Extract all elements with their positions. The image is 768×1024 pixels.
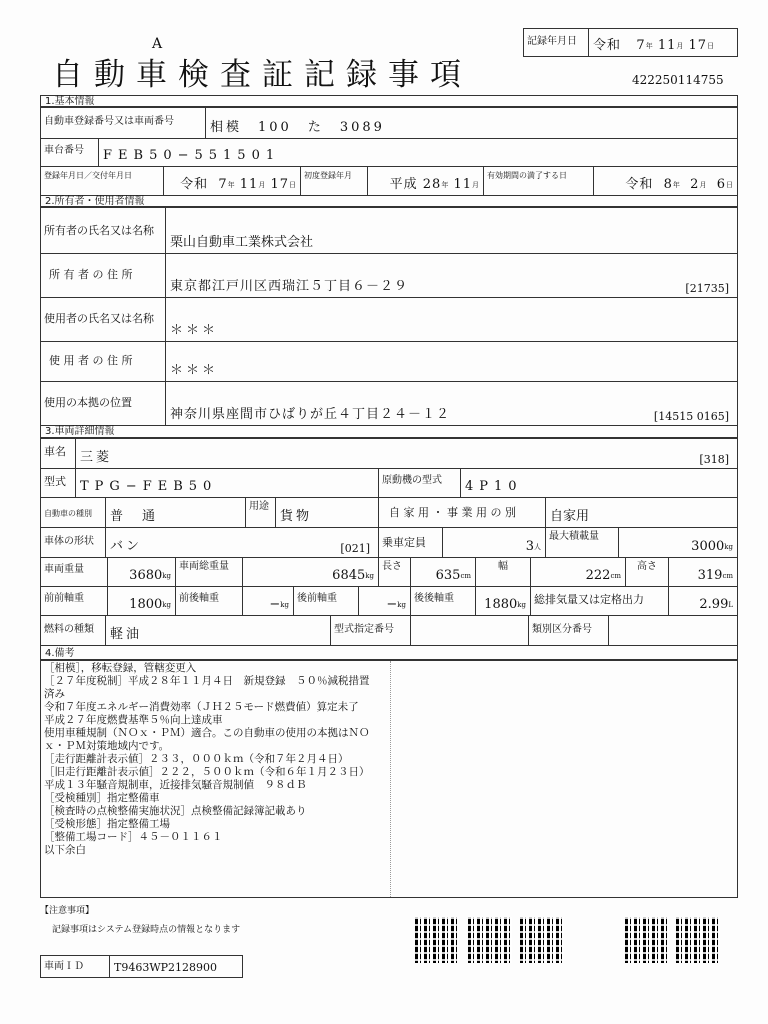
first-reg-date: 平成 28 年 11 月	[367, 166, 484, 196]
qr-code-5	[676, 917, 720, 963]
user-address: ＊＊＊	[165, 341, 738, 382]
max-load: 3000 kg	[618, 527, 738, 558]
fr-axle: − kg	[242, 586, 294, 616]
type-number-label: 型式指定番号	[330, 615, 411, 646]
car-name: 三菱 [318]	[75, 438, 738, 469]
doc-number: 422250114755	[632, 73, 724, 87]
owner-address: 東京都江戸川区西瑞江５丁目６－２９ [21735]	[165, 253, 738, 298]
remark-line: 以下余白	[44, 844, 86, 856]
capacity-label: 乗車定員	[378, 527, 443, 558]
owner-name: 栗山自動車工業株式会社	[165, 207, 738, 254]
displacement: 2.99 L	[668, 586, 738, 616]
vehicle-id-label: 車両ＩＤ	[40, 955, 110, 978]
section-vehicle: 3.車両詳細情報	[40, 425, 738, 439]
rr-axle: 1880 kg	[475, 586, 531, 616]
engine-model: 4P10	[460, 468, 738, 498]
use: 貨物	[275, 497, 379, 528]
remark-line: 使用車種規制（ＮＯｘ・ＰＭ）適合。この自動車の使用の本拠はＮＯ	[44, 727, 370, 739]
capacity: 3 人	[442, 527, 546, 558]
rf-axle: − kg	[358, 586, 411, 616]
vehicle-id: T9463WP2128900	[109, 955, 243, 978]
displacement-label: 総排気量又は定格出力	[530, 586, 669, 616]
model: TPG−FEB50	[75, 468, 379, 498]
base-label: 使用の本拠の位置	[40, 381, 166, 426]
width-label: 幅	[475, 557, 531, 587]
weight-label: 車両重量	[40, 557, 108, 587]
first-reg-label: 初度登録年月	[300, 166, 368, 196]
section-owner: 2.所有者・使用者情報	[40, 195, 738, 208]
car-name-label: 車名	[40, 438, 76, 469]
qr-code-1	[415, 917, 459, 963]
weight: 3680 kg	[107, 557, 176, 587]
section-basic: 1.基本情報	[40, 95, 738, 108]
fr-axle-label: 前後軸重	[175, 586, 243, 616]
kind-label: 自動車の種別	[40, 497, 106, 528]
body-shape: バン [021]	[105, 527, 379, 558]
user-address-label: 使 用 者 の 住 所	[40, 341, 166, 382]
remark-line: ［相模］，移転登録，管轄変更入	[44, 662, 197, 674]
remark-line: ［検査時の点検整備実施状況］点検整備記録簿記載あり	[44, 805, 307, 817]
owner-name-label: 所有者の氏名又は名称	[40, 207, 166, 254]
fuel-label: 燃料の種類	[40, 615, 106, 646]
ff-axle-label: 前前軸重	[40, 586, 108, 616]
qr-code-2	[468, 917, 512, 963]
ff-axle: 1800 kg	[107, 586, 176, 616]
gross-weight: 6845 kg	[242, 557, 379, 587]
remark-line: ｘ・ＰＭ対策地域内です。	[44, 740, 170, 752]
max-load-label: 最大積載量	[545, 527, 619, 558]
class-number	[608, 615, 738, 646]
notice-text: 記録事項はシステム登録時点の情報となります	[52, 925, 241, 935]
rf-axle-label: 後前軸重	[293, 586, 359, 616]
remark-line: ［受検種別］指定整備車	[44, 792, 160, 804]
record-date: 令和 7 年 11 月 17 日	[588, 28, 738, 57]
qr-code-4	[625, 917, 669, 963]
gross-weight-label: 車両総重量	[175, 557, 243, 587]
page-title: 自動車検査証記録事項	[52, 57, 472, 93]
remarks-divider	[390, 661, 391, 897]
user-name: ＊＊＊	[165, 297, 738, 342]
notice-title: 【注意事項】	[40, 906, 95, 916]
remark-line: 平成１３年騒音規制車，近接排気騒音規制値 ９８ｄＢ	[44, 779, 307, 791]
type-number	[410, 615, 529, 646]
issue-date: 令和 7 年 11 月 17 日	[163, 166, 301, 196]
owner-address-label: 所 有 者 の 住 所	[40, 253, 166, 298]
marker: A	[152, 36, 163, 52]
chassis-value: FEB50−551501	[98, 138, 738, 167]
private-label: 自 家 用 ・ 事 業 用 の 別	[378, 497, 546, 528]
chassis-label: 車台番号	[40, 138, 99, 167]
length-label: 長さ	[378, 557, 411, 587]
height-label: 高さ	[625, 557, 669, 587]
reg-label: 自動車登録番号又は車両番号	[40, 107, 206, 139]
expiry-date: 令和 8 年 2 月 6 日	[593, 166, 738, 196]
reg-value: 相模 100 た 3089	[205, 107, 738, 139]
remark-line: ［受検形態］指定整備工場	[44, 818, 170, 830]
engine-label: 原動機の型式	[378, 468, 461, 498]
height: 319 cm	[668, 557, 738, 587]
private-business: 自家用	[545, 497, 738, 528]
remark-line: ［走行距離計表示値］２３３，０００ｋｍ（令和７年２月４日）	[44, 753, 349, 765]
qr-code-3	[520, 917, 564, 963]
remark-line: ［旧走行距離計表示値］２２２，５００ｋｍ（令和６年１月２３日）	[44, 766, 370, 778]
rr-axle-label: 後後軸重	[410, 586, 476, 616]
length: 635 cm	[410, 557, 476, 587]
width: 222 cm	[530, 557, 626, 587]
remark-line: ［整備工場コード］４５－０１１６１	[44, 831, 223, 843]
remark-line: 済み	[44, 688, 65, 700]
body-label: 車体の形状	[40, 527, 106, 558]
class-number-label: 類別区分番号	[528, 615, 609, 646]
model-label: 型式	[40, 468, 76, 498]
section-remarks: 4.備考	[40, 645, 738, 661]
remarks-text	[44, 662, 390, 857]
expiry-label: 有効期間の満了する日	[483, 166, 594, 196]
fuel: 軽油	[105, 615, 331, 646]
record-date-label: 記録年月日	[523, 28, 589, 57]
base-location: 神奈川県座間市ひばりが丘４丁目２４－１２ [14515 0165]	[165, 381, 738, 426]
kind: 普 通	[105, 497, 246, 528]
use-label: 用途	[245, 497, 276, 528]
user-name-label: 使用者の氏名又は名称	[40, 297, 166, 342]
issue-label: 登録年月日／交付年月日	[40, 166, 164, 196]
remark-line: 令和７年度エネルギー消費効率（ＪＨ２５モード燃費値）算定未了	[44, 701, 359, 713]
remark-line: 平成２７年度燃費基準５％向上達成車	[44, 714, 223, 726]
remark-line: ［２７年度税制］平成２８年１１月４日 新規登録 ５０％減税措置	[44, 675, 370, 687]
